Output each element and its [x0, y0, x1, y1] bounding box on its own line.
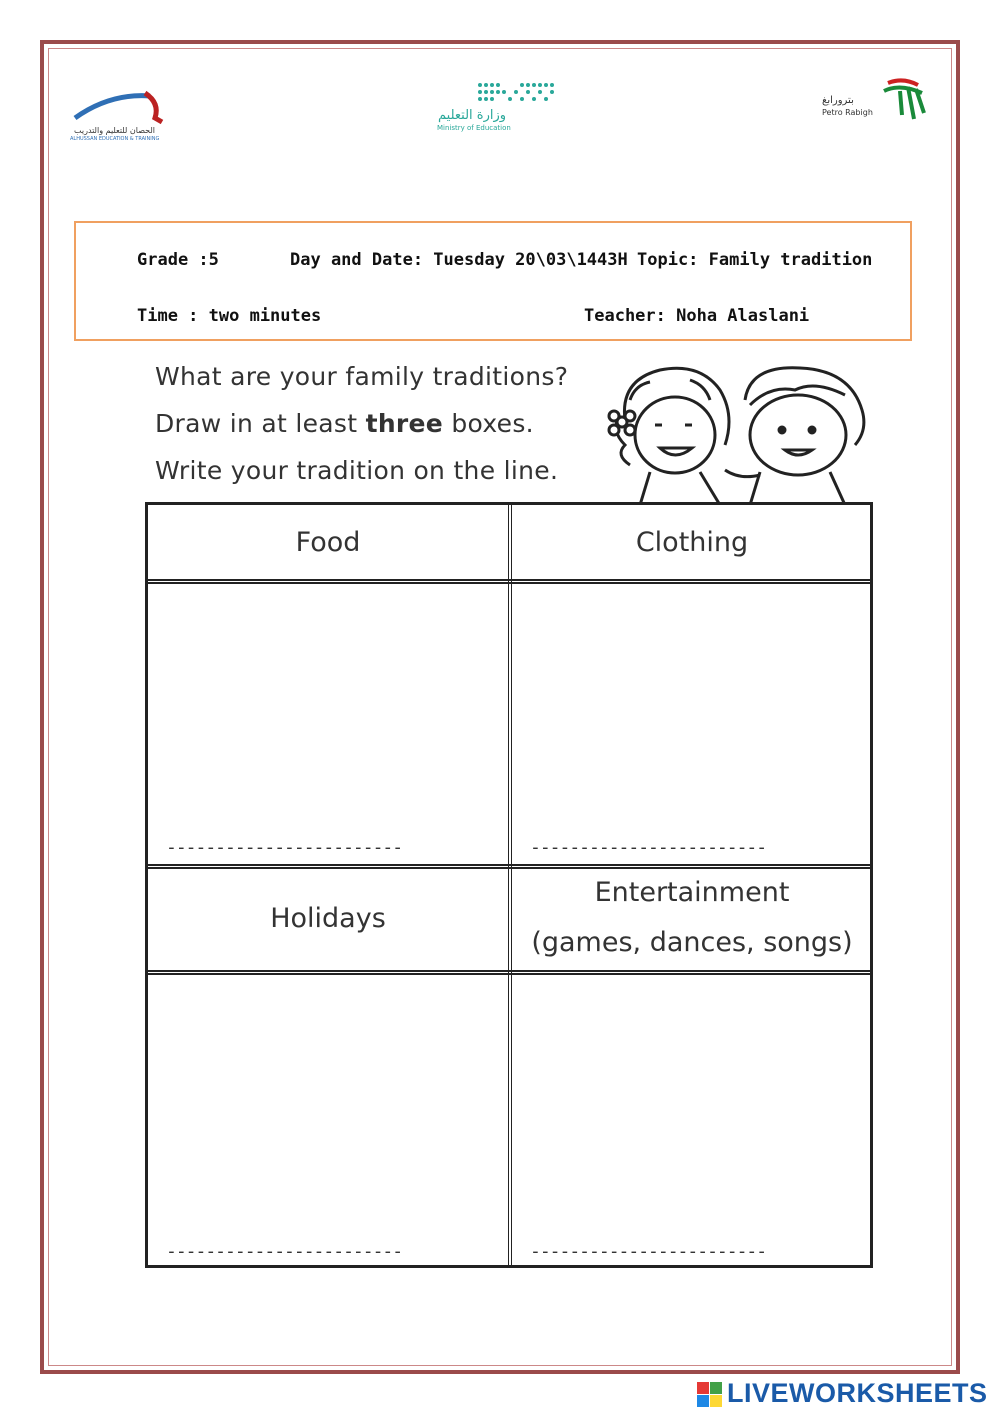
petro-rabigh-emblem-icon	[878, 75, 928, 123]
instruction-line-2-pre: Draw in at least	[155, 409, 366, 438]
food-drawing-area[interactable]	[148, 585, 508, 863]
petro-rabigh-subcaption: Petro Rabigh	[822, 108, 873, 117]
traditions-grid	[145, 502, 873, 1268]
topic-label: Topic: Family tradition	[637, 250, 873, 270]
clothing-answer-line[interactable]: ------------------------	[530, 837, 767, 858]
food-answer-line[interactable]: ------------------------	[166, 837, 403, 858]
holidays-header: Holidays	[270, 903, 386, 934]
ministry-subcaption: Ministry of Education	[437, 124, 511, 132]
instruction-line-3: Write your tradition on the line.	[155, 456, 559, 485]
entertainment-subheader: (games, dances, songs)	[531, 927, 853, 958]
instruction-line-2-post: boxes.	[443, 409, 534, 438]
clothing-header: Clothing	[635, 527, 749, 558]
entertainment-answer-line[interactable]: ------------------------	[530, 1241, 767, 1262]
petro-rabigh-logo	[820, 75, 930, 125]
alhussan-subcaption: ALHUSSAN EDUCATION & TRAINING	[70, 136, 160, 142]
instruction-line-2-bold: three	[365, 409, 444, 438]
kids-illustration-icon	[600, 360, 872, 505]
ministry-dots-icon	[432, 80, 562, 105]
entertainment-header: Entertainment	[594, 877, 790, 908]
alhussan-caption: الحصان للتعليم والتدريب	[74, 126, 155, 135]
instruction-line-1: What are your family traditions?	[155, 362, 569, 391]
liveworksheets-text: LIVEWORKSHEETS	[727, 1378, 988, 1408]
ministry-logo	[432, 80, 562, 135]
clothing-drawing-area[interactable]	[512, 585, 872, 863]
instruction-line-2	[155, 409, 534, 438]
food-header: Food	[295, 527, 361, 558]
entertainment-drawing-area[interactable]	[512, 975, 872, 1265]
ministry-caption: وزارة التعليم	[438, 108, 507, 123]
alhussan-logo	[70, 88, 170, 143]
alhussan-emblem-icon	[70, 88, 170, 128]
petro-rabigh-caption: بترورابغ	[822, 95, 854, 106]
teacher-label: Teacher: Noha Alaslani	[584, 306, 810, 326]
holidays-drawing-area[interactable]	[148, 975, 508, 1265]
time-label: Time : two minutes	[137, 306, 322, 326]
liveworksheets-brand	[697, 1378, 997, 1408]
liveworksheets-logo-icon	[697, 1382, 723, 1408]
holidays-answer-line[interactable]: ------------------------	[166, 1241, 403, 1262]
grade-label: Grade :5	[137, 250, 219, 270]
date-label: Day and Date: Tuesday 20\03\1443H	[290, 250, 628, 270]
grid-divider-2	[148, 864, 870, 872]
